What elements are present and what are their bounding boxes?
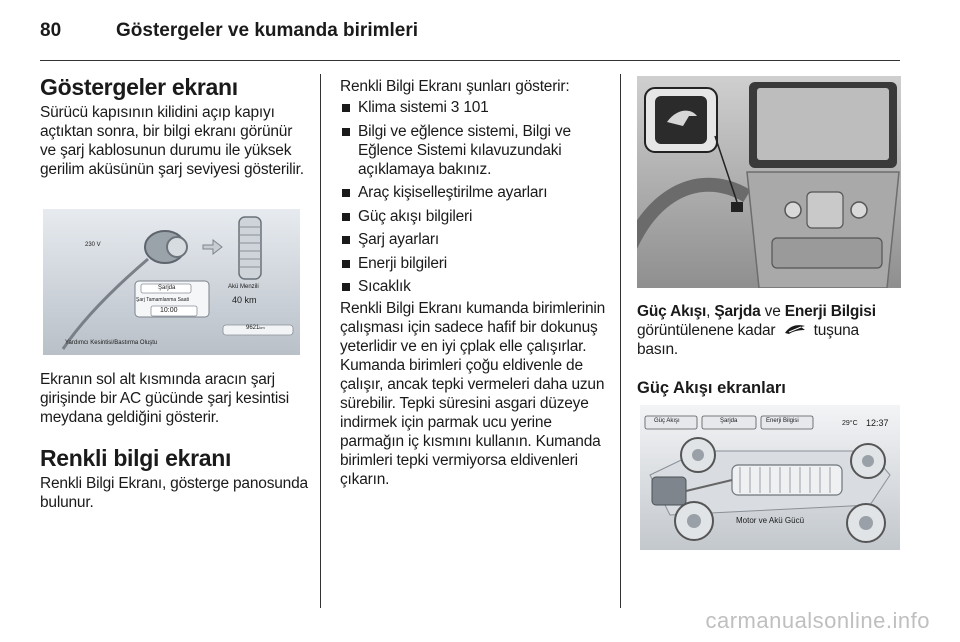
paragraph-charge-interrupt: Ekranın sol alt kısmında aracın şarj girişinde bir AC gücünde şarj kesintisi meydana geldiğini gösterir. <box>40 371 289 426</box>
list-item: Enerji bilgileri <box>340 254 605 273</box>
column-divider-1 <box>320 74 321 608</box>
caption-press-button: Güç Akışı, Şarjda ve Enerji Bilgisi görüntülenene kadar tuşuna basın. <box>637 303 876 359</box>
charging-screen-figure <box>43 209 300 355</box>
paragraph-touch-controls: Renkli Bilgi Ekranı kumanda birimlerinin çalışması için sadece hafif bir dokunuş yeterlidir ve en iyi çplak elle çalışırlar. Kumanda birimleri çoğu eldivenle de çalışır, ancak tepki vermeleri daha uzun sürebilir. Tepki süresini asgari düzeye indirmek için parmak ucu yerine parmağın iç kısmını kullanın. Kumanda birimleri tepki vermiyorsa eldivenleri çıkarın. <box>340 299 606 488</box>
page-header <box>40 0 920 56</box>
leaf-button-icon <box>784 321 806 340</box>
column-middle <box>340 77 605 489</box>
column-divider-2 <box>620 74 621 608</box>
section-heading-color-display: Renkli bilgi ekranı <box>40 445 232 471</box>
section-heading-gauges: Göstergeler ekranı <box>40 74 238 100</box>
column-right <box>637 302 902 398</box>
motor-battery-power-label: Motor ve Akü Gücü <box>736 516 805 525</box>
voltage-label: 230 V <box>85 242 101 248</box>
tab-charging: Şarjda <box>720 418 738 424</box>
header-rule <box>40 60 900 61</box>
tab-energy-info: Enerji Bilgisi <box>766 418 799 424</box>
charge-time-value: 10:00 <box>160 307 178 314</box>
dashboard-illustration <box>637 76 901 288</box>
temperature-value: 29°C <box>842 420 858 427</box>
paragraph-color-display: Renkli Bilgi Ekranı, gösterge panosunda bulunur. <box>40 475 308 511</box>
page-number: 80 <box>40 20 62 41</box>
column-left <box>40 74 308 179</box>
battery-range-label: Akü Menzili <box>228 284 259 290</box>
time-value: 12:37 <box>866 418 889 428</box>
list-intro: Renkli Bilgi Ekranı şunları gösterir: <box>340 78 570 95</box>
list-item: Bilgi ve eğlence sistemi, Bilgi ve Eğlence Sistemi kılavuzundaki açıklamaya bakınız. <box>340 122 605 179</box>
power-flow-screen-figure <box>640 405 900 550</box>
watermark: carmanualsonline.info <box>705 608 930 633</box>
dashboard-photo-figure <box>637 76 901 288</box>
list-item: Araç kişiselleştirilme ayarları <box>340 183 605 202</box>
section-heading-power-flow: Güç Akışı ekranları <box>637 379 786 398</box>
display-features-list <box>340 98 605 296</box>
battery-range-value: 40 km <box>232 295 257 305</box>
odometer-value: 9621km <box>246 325 265 331</box>
list-item: Güç akışı bilgileri <box>340 207 605 226</box>
list-item: Sıcaklık <box>340 277 605 296</box>
paragraph-gauges: Sürücü kapısının kilidini açıp kapıyı açtıktan sonra, bir bilgi ekranı görünür ve şarj kablosunun durumu ile yüksek gerilim aküsünün şarj seviyesi gösterilir. <box>40 104 304 178</box>
charging-tab-label: Şarjda <box>158 285 176 291</box>
fault-message: Yardımcı Kesintisi/Bastırma Oluştu <box>65 340 158 346</box>
tab-power-flow: Güç Akışı <box>654 418 680 424</box>
power-flow-illustration <box>640 405 900 550</box>
page-title: Göstergeler ve kumanda birimleri <box>116 20 419 41</box>
charge-complete-label: Şarj Tamamlanma Saati <box>136 297 189 303</box>
column-left-lower <box>40 370 308 512</box>
list-item: Klima sistemi 3 101 <box>340 98 605 117</box>
list-item: Şarj ayarları <box>340 230 605 249</box>
charging-screen-illustration <box>43 209 300 355</box>
